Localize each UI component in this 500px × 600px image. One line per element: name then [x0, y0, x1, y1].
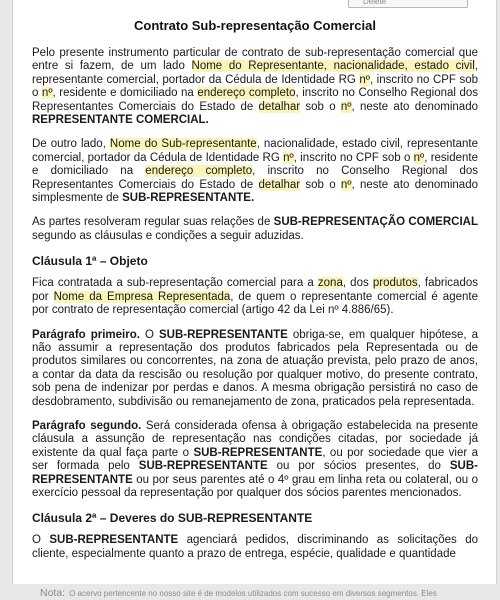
document-title: Contrato Sub-representação Comercial — [133, 18, 376, 33]
placeholder-conselho-numero: nº — [340, 178, 352, 191]
footer-note — [0, 586, 500, 600]
placeholder-rg: nº — [283, 151, 294, 164]
placeholder-cpf: nº — [41, 87, 53, 100]
placeholder-produtos: produtos — [372, 277, 418, 290]
paragraph-deveres: O SUB-REPRESENTANTE agenciará pedidos, discriminando as solicitações do cliente, especialmente quanto a prazo de entrega, espécie, qualidade e quantidade — [32, 534, 478, 560]
footer-label: Nota: — [40, 587, 66, 599]
placeholder-estado: detalhar — [258, 178, 301, 191]
paragraph-partes: As partes resolveram regular suas relações de SUB-REPRESENTAÇÃO COMERCIAL segundo as cláusulas e condições a seguir aduzidas. — [32, 216, 478, 242]
paragraph-primeiro: Parágrafo primeiro. O SUB-REPRESENTANTE obriga-se, em qualquer hipótese, a não assumir a representação dos produtos fabricados pela Representada ou de produtos similares ou concorrentes, na zona de atuação prevista, pelo prazo de anos, a contar da data da rescisão ou resolução por qualquer motivo, do presente contrato, sob pena de indenizar por perdas e danos. A mesma obrigação persistirá no caso de desdobramento, subdivisão ou remanejamento de zona, praticados pela representada. — [32, 328, 478, 408]
placeholder-nome-representante: Nome do Representante, nacionalidade, estado civil — [191, 60, 475, 73]
placeholder-empresa-representada: Nome da Empresa Representada — [53, 290, 231, 303]
placeholder-estado: detalhar — [258, 100, 301, 113]
footer-text: O acervo pertencente no nosso site é de modelos utilizados com sucesso em diversos segmentos. Eles — [69, 589, 437, 598]
placeholder-conselho-numero: nº — [340, 100, 352, 113]
clause-1-title: Cláusula 1ª – Objeto — [32, 254, 148, 269]
delete-button[interactable]: Delete — [348, 0, 468, 8]
document-page — [12, 0, 497, 584]
placeholder-nome-sub-representante: Nome do Sub-representante — [109, 138, 257, 151]
placeholder-endereco: endereço completo — [197, 87, 296, 100]
clause-2-title: Cláusula 2ª – Deveres do SUB-REPRESENTANTE — [32, 511, 313, 526]
placeholder-endereco: endereço completo — [145, 165, 253, 178]
paragraph-objeto: Fica contratada a sub-representação comercial para a zona, dos produtos, fabricados por Nome da Empresa Representada, de quem o representante comercial é agente por contrato de representação comercial (artigo 42 da Lei nº 4.886/65). — [32, 277, 478, 317]
document-content — [32, 18, 478, 572]
paragraph-sub-representante: De outro lado, Nome do Sub-representante, nacionalidade, estado civil, representante comercial, portador da Cédula de Identidade RG nº, inscrito no CPF sob o nº, residente e domiciliado na endereço completo, inscrito no Conselho Regional dos Representantes Comerciais do Estado de detalhar sob o nº, neste ato denominado simplesmente de SUB-REPRESENTANTE. — [32, 138, 479, 205]
paragraph-segundo: Parágrafo segundo. Será considerada ofensa à obrigação estabelecida na presente cláusula a assunção de representação nas condições citadas, por sociedade já existente da qual faça parte o SUB-REPRESENTANTE, ou por sociedade que vier a ser formada pelo SUB-REPRESENTANTE ou por sócios presentes, do SUB-REPRESENTANTE ou por seus parentes até o 4º grau em linha reta ou colateral, ou o exercício pessoal da representação por qualquer dos sócios parentes mencionados. — [32, 419, 479, 499]
paragraph-representante: Pelo presente instrumento particular de contrato de sub-representação comercial que entre si fazem, de um lado Nome do Representante, nacionalidade, estado civil, representante comercial, portador da Cédula de Identidade RG nº, inscrito no CPF sob o nº, residente e domiciliado na endereço completo, inscrito no Conselho Regional dos Representantes Comerciais do Estado de detalhar sob o nº, neste ato denominado REPRESENTANTE COMERCIAL. — [32, 47, 479, 127]
placeholder-zona: zona — [317, 277, 343, 290]
placeholder-cpf: nº — [413, 151, 425, 164]
placeholder-rg: nº — [359, 73, 370, 86]
